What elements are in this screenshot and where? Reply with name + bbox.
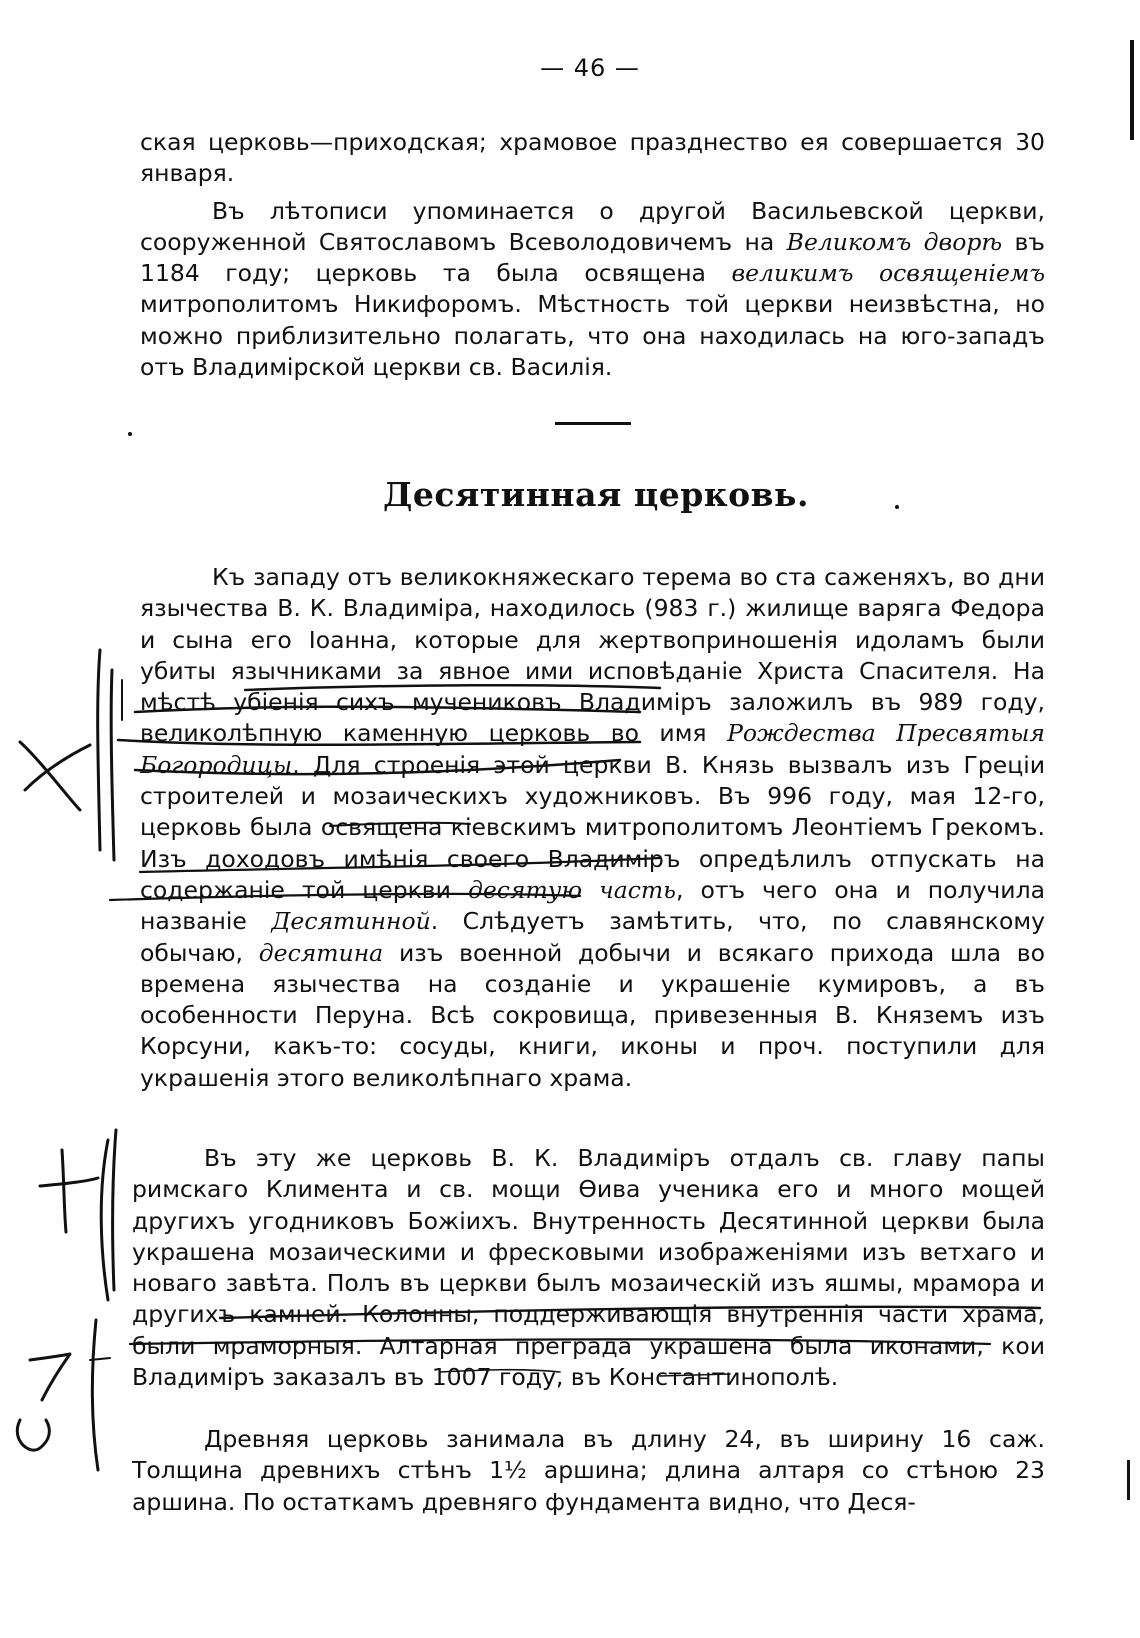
italic-emphasis: великимъ освященіемъ: [731, 259, 1045, 288]
italic-emphasis: десятина: [258, 938, 384, 967]
third-text-block: [132, 1424, 1045, 1518]
paragraph: ская церковь—приходская; храмовое празднество ея совершается 30 января.: [140, 128, 1045, 188]
margin-plus-mark: [62, 1150, 66, 1232]
margin-seven-mark: [30, 1354, 70, 1400]
margin-bracket: [113, 1130, 116, 1290]
italic-emphasis: десятую часть: [467, 875, 676, 904]
paragraph: Въ лѣтописи упоминается о другой Васильевской церкви, сооруженной Святославомъ Всеволодовичемъ на Великомъ дворѣ въ 1184 году; церковь та была освящена великимъ освященіемъ митрополитомъ Никифоромъ. Мѣстность той церкви неизвѣстна, но можно приблизительно полагать, что она находилась на юго-западъ отъ Владимірской церкви св. Василія.: [140, 196, 1045, 382]
italic-emphasis: Рождества Пресвятыя Богородицы: [140, 719, 1045, 779]
margin-x-mark: [25, 745, 90, 790]
page-number: — 46 —: [540, 54, 640, 82]
second-text-block: [132, 1143, 1045, 1393]
margin-hook-mark: [17, 1420, 49, 1450]
margin-bracket: [101, 1140, 108, 1300]
paragraph: Въ эту же церковь В. К. Владиміръ отдалъ св. главу папы римскаго Климента и св. мощи Ѳива ученика его и много мощей другихъ угодниковъ Божіихъ. Внутренность Десятинной церкви была украшена мозаическими и фресковыми изображеніями изъ ветхаго и новаго завѣта. Полъ въ церкви былъ мозаическій изъ яшмы, мрамора и другихъ камней. Колонны, поддерживающія внутреннія части храма, были мраморныя. Алтарная преграда украшена была иконами, кои Владиміръ заказалъ въ 1007 году, въ Константинополѣ.: [132, 1144, 1045, 1392]
margin-bracket: [98, 650, 100, 850]
main-text-block: [140, 562, 1045, 1094]
section-heading: Десятинная церковь.: [383, 475, 809, 514]
margin-bracket: [92, 1320, 98, 1470]
margin-x-mark: [20, 742, 80, 810]
italic-emphasis: Великомъ дворѣ: [786, 227, 1003, 256]
margin-plus-mark: [40, 1178, 98, 1186]
margin-seven-mark: [90, 1358, 110, 1360]
paragraph: Древняя церковь занимала въ длину 24, въ ширину 16 саж. Толщина древнихъ стѣнъ 1½ аршина; длина алтаря со стѣною 23 аршина. По остаткамъ древняго фундамента видно, что Деся-: [132, 1425, 1045, 1516]
paragraph: Къ западу отъ великокняжескаго терема во ста саженяхъ, во дни язычества В. К. Владиміра, находилось (983 г.) жилище варяга Федора и сына его Іоанна, которые для жертвоприношенія идоламъ были убиты язычниками за явное ими исповѣданіе Христа Спасителя. На мѣстѣ убіенія сихъ мучениковъ Владиміръ заложилъ въ 989 году, великолѣпную каменную церковь во имя Рождества Пресвятыя Богородицы. Для строенія этой церкви В. Князь вызвалъ изъ Греціи строителей и мозаическихъ художниковъ. Въ 996 году, мая 12-го, церковь была освящена кіевскимъ митрополитомъ Леонтіемъ Грекомъ. Изъ доходовъ имѣнія своего Владиміръ опредѣлилъ отпускать на содержаніе той церкви десятую часть, отъ чего она и получила названіе Десятинной. Слѣдуетъ замѣтить, что, по славянскому обычаю, десятина изъ военной добычи и всякаго прихода шла во времена язычества на созданіе и украшеніе кумировъ, а въ особенности Перуна. Всѣ сокровища, привезенныя В. Княземъ изъ Корсуни, какъ-то: сосуды, книги, иконы и проч. поступили для украшенія этого великолѣпнаго храма.: [140, 563, 1045, 1092]
section-divider: [555, 422, 631, 425]
italic-emphasis: Десятинной: [271, 907, 431, 936]
ink-speck: [128, 432, 132, 436]
margin-bracket: [111, 670, 114, 860]
page-edge-mark: [1127, 1460, 1130, 1500]
top-text-block: [140, 127, 1045, 383]
